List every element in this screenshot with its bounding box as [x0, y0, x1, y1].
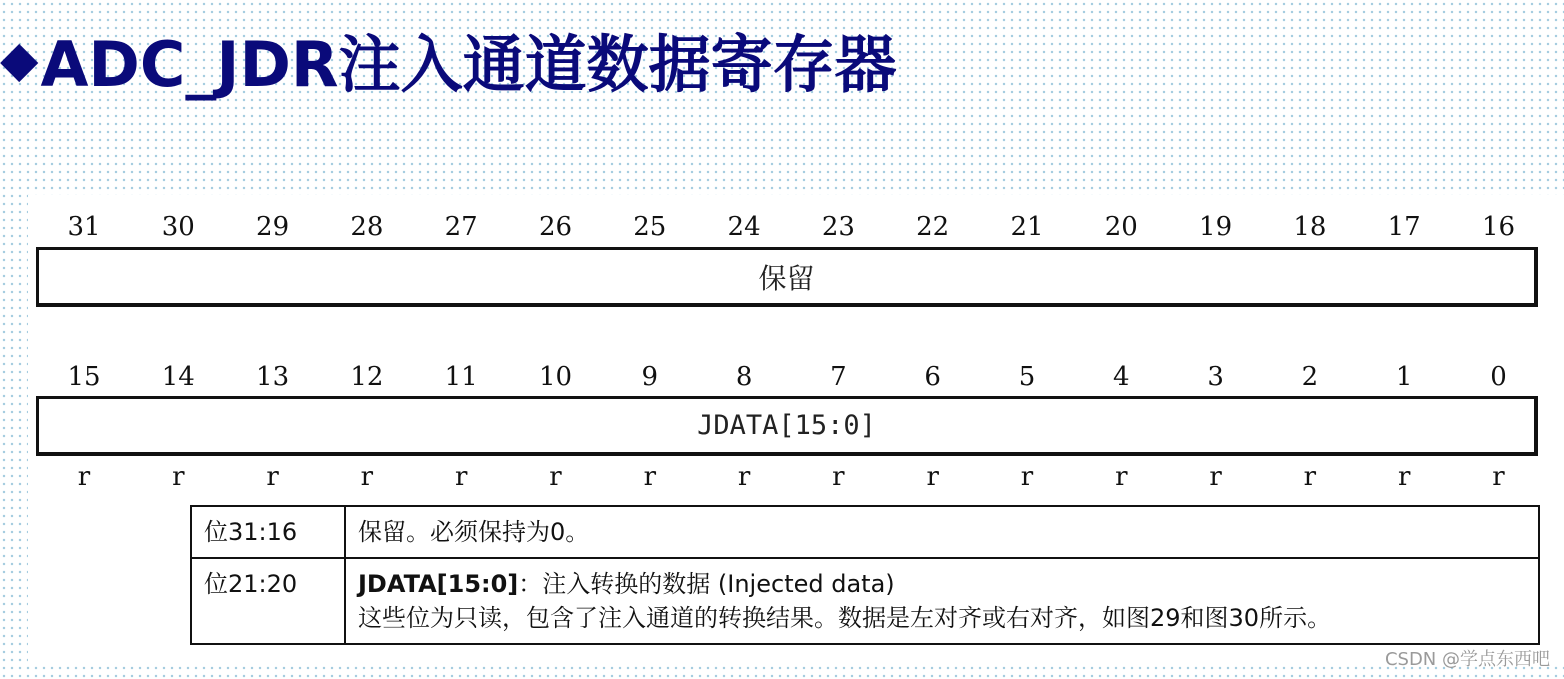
- access-type: r: [360, 462, 374, 492]
- access-type: r: [77, 462, 91, 492]
- description-text: 保留。必须保持为0。: [358, 518, 590, 546]
- bit-number: 19: [1199, 212, 1233, 242]
- field-name: JDATA[15:0]: [358, 570, 519, 598]
- bit-number: 30: [161, 212, 195, 242]
- diamond-bullet-icon: ◆: [0, 30, 39, 88]
- bit-position: 位21:20: [191, 558, 345, 644]
- bit-description: [345, 506, 1539, 558]
- bit-description-table: [190, 505, 1540, 645]
- reserved-field: 保留: [36, 247, 1538, 307]
- description-detail: 这些位为只读，包含了注入通道的转换结果。数据是左对齐或右对齐，如图29和图30所示。: [358, 604, 1332, 632]
- bit-number: 5: [1018, 362, 1036, 392]
- slide-title: [0, 14, 897, 104]
- bit-number: 27: [444, 212, 478, 242]
- bit-description: [345, 558, 1539, 644]
- bit-number: 9: [641, 362, 659, 392]
- bit-number: 15: [67, 362, 101, 392]
- bit-position: 位31:16: [191, 506, 345, 558]
- title-text: ADC_JDR注入通道数据寄存器: [40, 27, 897, 101]
- access-type: r: [1020, 462, 1034, 492]
- bit-number: 26: [538, 212, 573, 242]
- access-type: r: [266, 462, 279, 492]
- access-row: [28, 462, 1564, 502]
- bit-number: 3: [1207, 362, 1224, 392]
- bit-number: 29: [256, 212, 290, 242]
- bit-number: 18: [1293, 212, 1327, 242]
- access-type: r: [454, 462, 468, 492]
- bit-number: 14: [161, 362, 195, 392]
- bit-number: 12: [350, 362, 384, 392]
- bit-number: 11: [444, 362, 478, 392]
- watermark: CSDN @学点东西吧: [1384, 649, 1550, 670]
- jdata-field: JDATA[15:0]: [36, 396, 1538, 456]
- bit-number: 16: [1481, 212, 1516, 242]
- access-type: r: [832, 462, 845, 492]
- bit-number: 23: [821, 212, 855, 242]
- bit-number: 1: [1395, 362, 1413, 392]
- description-text: ：注入转换的数据 (Injected data): [518, 570, 895, 598]
- access-type: r: [1209, 462, 1222, 492]
- access-type: r: [549, 462, 562, 492]
- table-row: [191, 506, 1539, 558]
- access-type: r: [172, 462, 185, 492]
- bit-number: 22: [916, 212, 950, 242]
- bit-number: 20: [1104, 212, 1138, 242]
- access-type: r: [1492, 462, 1505, 492]
- access-type: r: [1303, 462, 1317, 492]
- access-type: r: [1397, 462, 1411, 492]
- bit-number: 13: [256, 362, 290, 392]
- bit-number: 21: [1010, 212, 1044, 242]
- bit-number: 0: [1490, 362, 1507, 392]
- bit-number: 24: [727, 212, 761, 242]
- table-row: [191, 558, 1539, 644]
- bit-number: 7: [830, 362, 847, 392]
- upper-bit-numbers: [28, 207, 1564, 247]
- access-type: r: [1115, 462, 1128, 492]
- bit-number: 4: [1113, 362, 1130, 392]
- bit-number: 8: [735, 362, 753, 392]
- lower-bit-numbers: [28, 357, 1564, 397]
- access-type: r: [643, 462, 657, 492]
- bit-number: 25: [633, 212, 667, 242]
- bit-number: 31: [67, 212, 101, 242]
- bit-number: 28: [350, 212, 384, 242]
- bit-number: 6: [924, 362, 941, 392]
- access-type: r: [737, 462, 751, 492]
- bit-number: 2: [1301, 362, 1319, 392]
- register-diagram: [28, 195, 1564, 665]
- bit-number: 17: [1387, 212, 1421, 242]
- access-type: r: [926, 462, 939, 492]
- bit-number: 10: [538, 362, 573, 392]
